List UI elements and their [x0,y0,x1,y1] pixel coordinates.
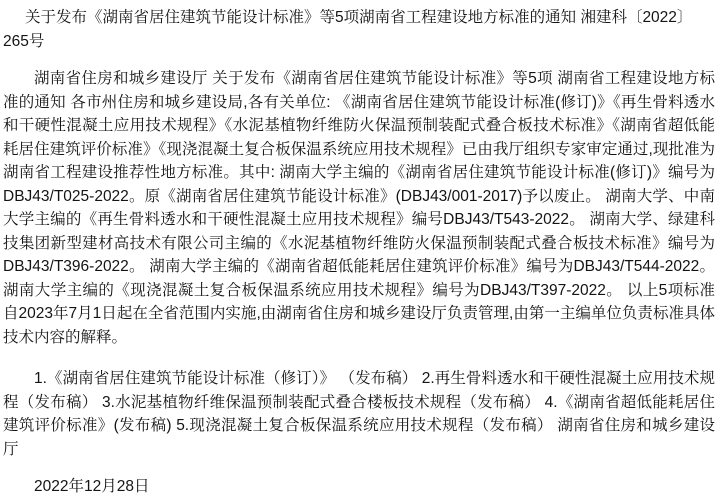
attachment-item: 4.《湖南省超低能耗居住建筑评价标准》(发布稿) [3,393,715,434]
notice-title [3,6,715,53]
attachment-list [3,367,715,461]
attachment-item: 5.现浇混凝土复合板保温系统应用技术规程（发布稿） [176,417,553,434]
publish-date: 2022年12月28日 [34,478,150,495]
attachment-item: 3.水泥基植物纤维保温预制装配式叠合楼板技术规程（发布稿） [101,393,541,411]
attachment-item: 1.《湖南省居住建筑节能设计标准（修订）》 （发布稿） [34,370,418,387]
attachment-item: 2.再生骨料透水和干硬性混凝土应用技术规程（发布稿） [3,370,715,411]
notice-title-text: 关于发布《湖南省居住建筑节能设计标准》等5项湖南省工程建设地方标准的通知 [25,9,577,26]
issuer: 湖南省住房和城乡建设厅 [3,417,715,458]
notice-body: 湖南省住房和城乡建设厅 关于发布《湖南省居住建筑节能设计标准》等5项 湖南省工程建设地方标准的通知 各市州住房和城乡建设局,各有关单位: 《湖南省居住建筑节能设计标准(修订)》《再生骨料透水和干硬性混凝土应用技术规程》《水泥基植物纤维防火保温预制装配式叠合板技术标准》《湖南省超低能耗居住建筑评价标准》《现浇混凝土复合板保温系统应用技术规程》已由我厅组织专家审定通过,现批准为湖南省工程建设推荐性地方标准。其中: 湖南大学主编的《湖南省居住建筑节能设计标准(修订)》编号为DBJ43/T025-2022。原《湖南省居住建筑节能设计标准》(DBJ43/001-2017)予以废止。 湖南大学、中南大学主编的《再生骨料透水和干硬性混凝土应用技术规程》编号DBJ43/T543-2022。 湖南大学、绿建科技集团新型建材高技术有限公司主编的《水泥基植物纤维防火保温预制装配式叠合板技术标准》编号为DBJ43/T396-2022。 湖南大学主编的《湖南省超低能耗居住建筑评价标准》编号为DBJ43/T544-2022。 湖南大学主编的《现浇混凝土复合板保温系统应用技术规程》编号为DBJ43/T397-2022。 以上5项标准自2023年7月1日起在全省范围内实施,由湖南省住房和城乡建设厅负责管理,由第一主编单位负责标准具体技术内容的解释。 [3,70,715,346]
doc-number: 湘建科〔2022〕265号 [3,9,693,50]
